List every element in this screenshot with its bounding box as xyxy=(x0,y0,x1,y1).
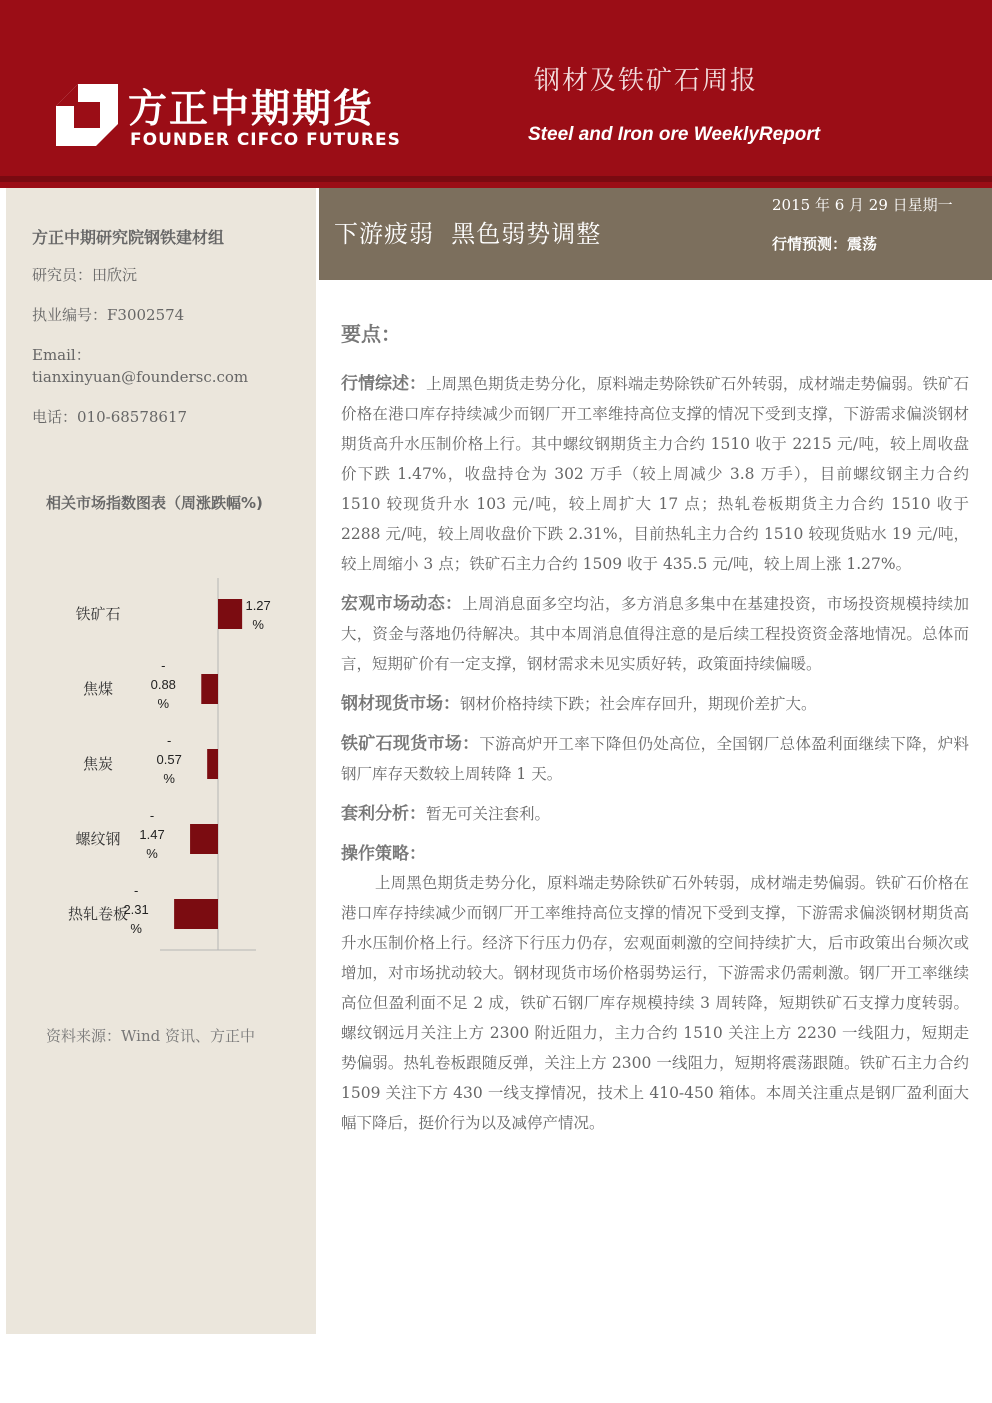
section-label: 行情综述： xyxy=(341,374,427,394)
headline: 下游疲弱 黑色弱势调整 xyxy=(334,220,602,248)
chart-data-label-line: % xyxy=(130,921,142,936)
chart-data-label xyxy=(245,598,270,632)
chart-category-label: 焦煤 xyxy=(82,680,114,698)
section-text: 钢材价格持续下跌；社会库存回升，期现价差扩大。 xyxy=(460,695,817,713)
data-source: 资料来源：Wind 资讯、方正中 xyxy=(46,1027,255,1045)
chart-data-label-line: % xyxy=(163,771,175,786)
chart-bar xyxy=(174,899,218,929)
section-label: 铁矿石现货市场： xyxy=(341,734,480,754)
section-label: 钢材现货市场： xyxy=(341,694,460,714)
chart-data-label-line: - xyxy=(133,883,139,898)
chart-data-label-line: % xyxy=(252,617,264,632)
section-text: 下游高炉开工率下降但仍处高位，全国钢厂总体盈利面继续下降，炉料钢厂库存天数较上周转降 1 天。 xyxy=(341,735,969,783)
weekly-change-bar-chart xyxy=(40,570,280,962)
brand-name-cn: 方正中期期货 xyxy=(128,87,375,132)
founder-logo-icon xyxy=(56,84,118,146)
chart-data-label-line: - xyxy=(149,808,155,823)
chart-category-label: 铁矿石 xyxy=(75,605,121,623)
chart-data-label-line: 1.27 xyxy=(245,598,271,613)
key-points-heading: 要点： xyxy=(341,322,401,346)
chart-title: 相关市场指数图表（周涨跌幅%) xyxy=(46,494,263,512)
section-macro xyxy=(341,589,969,679)
section-text: 暂无可关注套利。 xyxy=(426,805,551,823)
strategy-heading: 操作策略： xyxy=(341,844,426,864)
chart-data-label-line: - xyxy=(161,658,166,673)
chart-category-label: 焦炭 xyxy=(82,755,114,773)
report-title-en: Steel and Iron ore WeeklyReport xyxy=(528,124,821,145)
phone-number: 电话：010-68578617 xyxy=(32,408,188,426)
chart-data-label xyxy=(151,658,176,711)
chart-data-label-line: 0.88 xyxy=(150,677,176,692)
section-label: 套利分析： xyxy=(341,804,426,824)
main-content xyxy=(341,318,969,1138)
chart-bar xyxy=(218,599,242,629)
chart-data-label-line: - xyxy=(166,733,172,748)
section-steel-spot xyxy=(341,689,969,719)
chart-data-label xyxy=(139,808,164,861)
chart-bar xyxy=(201,674,218,704)
section-market-overview xyxy=(341,369,969,579)
section-text: 上周消息面多空均沾，多方消息多集中在基建投资，市场投资规模持续加大，资金与落地仍待解决。其中本周消息值得注意的是后续工程投资资金落地情况。总体而言，短期矿价有一定支撑，钢材需求未见实质好转，政策面持续偏暖。 xyxy=(341,595,970,673)
chart-data-label-line: % xyxy=(146,846,158,861)
chart-data-label xyxy=(123,883,148,936)
chart-bar xyxy=(207,749,218,779)
section-ore-spot xyxy=(341,729,969,789)
section-label: 宏观市场动态： xyxy=(341,594,463,614)
section-text: 上周黑色期货走势分化，原料端走势除铁矿石外转弱，成材端走势偏弱。铁矿石价格在港口库存持续减少而钢厂开工率维持高位支撑的情况下受到支撑，下游需求偏淡钢材期货高升水压制价格上行。其中螺纹钢期货主力合约 1510 收于 2215 元/吨，较上周收盘价下跌 1.47%，收盘持仓为 302 万手（较上周减少 3.8 万手），目前螺纹钢主力合约 1510 较现货升水 103 元/吨，较上周扩大 17 点；热轧卷板期货主力合约 1510 收于 2288 元/吨，较上周收盘价下跌 2.31%，目前热轧主力合约 1510 较现货贴水 19 元/吨，较上周缩小 3 点；铁矿石主力合约 1509 收于 435.5 元/吨，较上周上涨 1.27%。 xyxy=(341,375,969,573)
brand-name-en: FOUNDER CIFCO FUTURES xyxy=(130,130,401,150)
strategy-text: 上周黑色期货走势分化，原料端走势除铁矿石外转弱，成材端走势偏弱。铁矿石价格在港口库存持续减少而钢厂开工率维持高位支撑的情况下受到支撑，下游需求偏淡钢材期货高升水压制价格上行。经济下行压力仍存，宏观面刺激的空间持续扩大，后市政策出台频次或增加，对市场扰动较大。钢材现货市场价格弱势运行，下游需求仍需刺激。钢厂开工率继续高位但盈利面不足 2 成，铁矿石钢厂库存规模持续 3 周转降，短期铁矿石支撑力度转弱。螺纹钢远月关注上方 2300 附近阻力，主力合约 1510 关注上方 2230 一线阻力，短期走势偏弱。热轧卷板跟随反弹，关注上方 2300 一线阻力，短期将震荡跟随。铁矿石主力合约 1509 关注下方 430 一线支撑情况，技术上 410-450 箱体。本周关注重点是钢厂盈利面大幅下降后，挺价行为以及减停产情况。 xyxy=(341,874,969,1132)
chart-data-label-line: 2.31 xyxy=(123,902,149,917)
market-forecast: 行情预测：震荡 xyxy=(772,235,878,253)
chart-category-label: 螺纹钢 xyxy=(75,830,121,848)
chart-data-label xyxy=(157,733,182,786)
license-number: 执业编号：F3002574 xyxy=(32,306,185,324)
header-divider xyxy=(0,176,992,182)
chart-data-label-line: 1.47 xyxy=(139,827,165,842)
report-date: 2015 年 6 月 29 日星期一 xyxy=(772,196,953,214)
chart-category-label: 热轧卷板 xyxy=(67,905,129,923)
chart-data-label-line: % xyxy=(157,696,170,711)
researcher-name: 研究员：田欣沅 xyxy=(32,266,138,284)
section-arbitrage xyxy=(341,799,969,829)
chart-data-label-line: 0.57 xyxy=(156,752,182,767)
report-title-cn: 钢材及铁矿石周报 xyxy=(534,66,759,96)
email-label: Email： xyxy=(32,346,91,364)
chart-bar xyxy=(190,824,218,854)
email-link[interactable]: tianxinyuan@foundersc.com xyxy=(32,368,249,386)
research-org: 方正中期研究院钢铁建材组 xyxy=(32,228,225,247)
